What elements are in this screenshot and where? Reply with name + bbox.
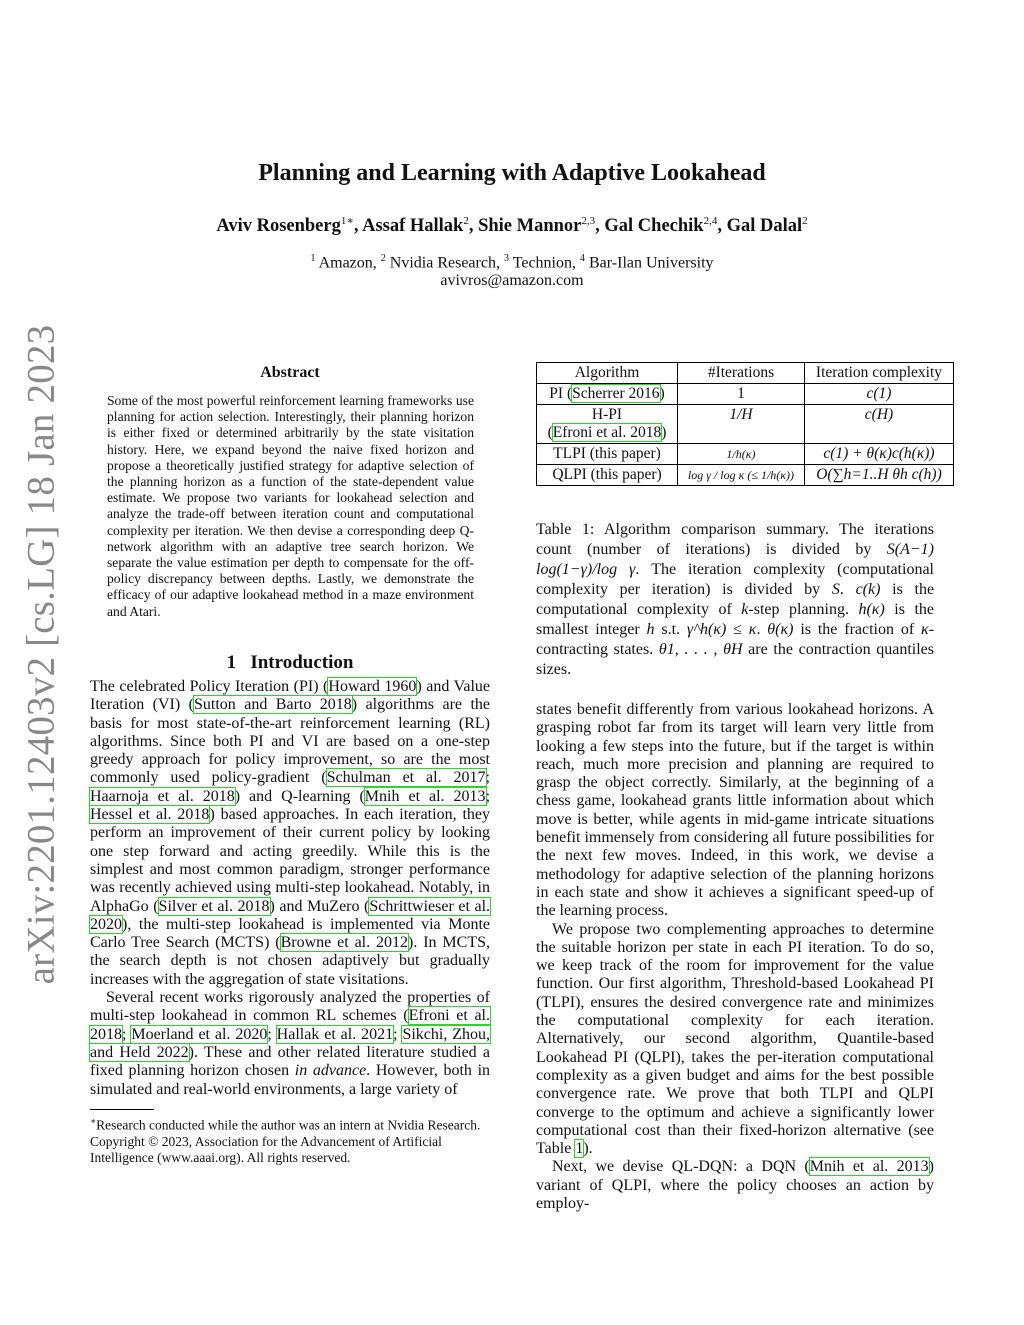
footnote — [90, 1113, 490, 1134]
citation-link[interactable]: Mnih et al. 2013 — [364, 787, 486, 805]
citation-link[interactable]: Browne et al. 2012 — [280, 934, 408, 952]
citation-link[interactable]: Sutton and Barto 2018 — [193, 696, 352, 714]
author-name: Gal Chechik — [604, 216, 704, 237]
intro-paragraph-1: The celebrated Policy Iteration (PI) (Howard 1960) and Value Iteration (VI) (Sutton and Barto 2018) algorithms are the basis for most state-of-the-art reinforcement learning (RL) algorithms. Since both PI and VI are based on a one-step greedy approach for policy improvement, so are the most commonly used policy-gradient (Schulman et al. 2017; Haarnoja et al. 2018) and Q-learning (Mnih et al. 2013; Hessel et al. 2018) based approaches. In each iteration, they perform an improvement of their current policy by looking one step forward and acting greedily. While this is the simplest and most common paradigm, stronger performance was recently achieved using multi-step lookahead. Notably, in AlphaGo (Silver et al. 2018) and MuZero (Schrittwieser et al. 2020), the multi-step lookahead is implemented via Monte Carlo Tree Search (MCTS) (Browne et al. 2012). In MCTS, the search depth is not chosen adaptively but gradually increases with the aggregation of state visitations. — [90, 678, 491, 988]
citation-link[interactable]: Mnih et al. 2013 — [809, 1158, 929, 1176]
table-header-row — [537, 363, 954, 384]
arxiv-sidebar-stamp — [14, 324, 68, 984]
citation-link[interactable]: Silver et al. 2018 — [158, 897, 270, 915]
author-affil-mark: 2 — [463, 215, 469, 227]
algorithm-comparison-table — [536, 362, 954, 486]
intro-paragraph-5: Next, we devise QL-DQN: a DQN (Mnih et al. 2013) variant of QLPI, where the policy chooses an action by employ- — [536, 1158, 934, 1213]
table-cell-iterations: log γ / log κ (≤ 1/h(κ)) — [677, 465, 804, 486]
paper-title: Planning and Learning with Adaptive Lookahead — [258, 160, 766, 186]
section-title: Introduction — [250, 652, 354, 673]
table-cell-algorithm: PI (Scherrer 2016) — [537, 384, 678, 405]
table-reference-link[interactable]: 1 — [575, 1140, 584, 1158]
footnote-rule — [90, 1109, 154, 1110]
author-affil-mark: 2,3 — [581, 215, 596, 227]
author-name: Gal Dalal — [726, 216, 803, 237]
author-email: avivros@amazon.com — [440, 272, 584, 290]
table-row — [537, 444, 954, 465]
table-cell-complexity: c(1) — [804, 384, 953, 405]
table-row — [537, 384, 954, 405]
citation-link[interactable]: Howard 1960 — [328, 678, 417, 695]
citation-link[interactable]: Scherrer 2016 — [572, 385, 660, 402]
author-name: Assaf Hallak — [362, 216, 464, 237]
affil-mark: 3 — [503, 253, 509, 264]
table-caption: Table 1: Algorithm comparison summary. The iterations count (number of iterations) is divided by S(A−1) log(1−γ)/log γ. The iteration complexity (computational complexity per iteration) is divided by S. c(k) is the computational complexity of k-step planning. h(κ) is the smallest integer h s.t. γ^h(κ) ≤ κ. θ(κ) is the fraction of κ-contracting states. θ1, . . . , θH are the contraction quantiles sizes. — [536, 521, 935, 678]
affiliation: Nvidia Research, — [389, 254, 500, 272]
intro-column-left — [90, 678, 490, 1099]
table-cell-algorithm: QLPI (this paper) — [537, 465, 678, 486]
table-cell-algorithm: H-PI (Efroni et al. 2018) — [537, 405, 678, 444]
intro-paragraph-4: We propose two complementing approaches to determine the suitable horizon per state in each PI iteration. To do so, we keep track of the room for improvement for the value function. Our first algorithm, Threshold-based Lookahead PI (TLPI), ensures the desired convergence rate and minimizes the computational complexity for each iteration. Alternatively, our second algorithm, Quantile-based Lookahead PI (QLPI), takes the per-iteration computational complexity as a given budget and aims for the best possible convergence rate. We prove that both TLPI and QLPI converge to the optimum and achieve a significantly lower computational cost than their fixed-horizon alternative (see Table 1). — [536, 920, 934, 1158]
table-cell-iterations: 1 — [677, 384, 804, 405]
table-row — [537, 405, 954, 444]
table-cell-iterations: 1/h(κ) — [677, 444, 804, 465]
author-affil-mark: 2 — [802, 215, 808, 227]
affiliation: Bar-Ilan University — [589, 254, 714, 272]
author-name: Shie Mannor — [478, 216, 582, 237]
table-cell-iterations: 1/H — [677, 405, 804, 444]
copyright-notice: Copyright © 2023, Association for the Advancement of Artificial Intelligence (www.aaai.org). All rights reserved. — [90, 1133, 442, 1166]
footnotes — [90, 1113, 490, 1167]
table-cell-complexity: O(∑h=1..H θh c(h)) — [804, 465, 953, 486]
affiliations — [0, 250, 1024, 290]
citation-link[interactable]: Efroni et al. 2018 — [90, 1007, 491, 1043]
abstract-heading: Abstract — [260, 364, 320, 381]
citation-link[interactable]: Hessel et al. 2018 — [90, 806, 210, 824]
table-cell-algorithm: TLPI (this paper) — [537, 444, 678, 465]
citation-link[interactable]: Moerland et al. 2020 — [131, 1025, 268, 1043]
table-header: Iteration complexity — [804, 363, 953, 384]
section-number: 1 — [226, 652, 237, 673]
intro-paragraph-2: Several recent works rigorously analyzed the properties of multi-step lookahead in common RL schemes (Efroni et al. 2018; Moerland et al. 2020; Hallak et al. 2021; Sikchi, Zhou, and Held 2022). These and other related literature studied a fixed planning horizon chosen in advance. However, both in simulated and real-world environments, a large variety of — [90, 989, 491, 1098]
intro-column-right — [536, 701, 934, 1213]
table-cell-complexity: c(H) — [804, 405, 953, 444]
citation-link[interactable]: Schulman et al. 2017 — [326, 769, 486, 787]
table-cell-complexity: c(1) + θ(κ)c(h(κ)) — [804, 444, 953, 465]
citation-link[interactable]: Haarnoja et al. 2018 — [90, 787, 235, 805]
author-affil-mark: 2,4 — [703, 215, 718, 227]
citation-link[interactable]: Schrittwieser et al. 2020 — [90, 897, 491, 933]
citation-link[interactable]: Efroni et al. 2018 — [552, 424, 662, 441]
emphasis: in advance — [294, 1062, 367, 1080]
author-name: Aviv Rosenberg — [216, 216, 341, 237]
table-row — [537, 465, 954, 486]
table-header: Algorithm — [537, 363, 678, 384]
author-affil-mark: 1∗ — [340, 215, 354, 227]
arxiv-identifier: arXiv:2201.12403v2 [cs.LG] 18 Jan 2023 — [19, 324, 63, 984]
abstract-body: Some of the most powerful reinforcement learning frameworks use planning for action selection. Interestingly, their planning horizon is either fixed or determined arbitrarily by the state visitation history. Here, we expand beyond the naive fixed horizon and propose a theoretically justified strategy for adaptive selection of the planning horizon as a function of the state-dependent value estimate. We propose two variants for lookahead selection and analyze the trade-off between iteration count and computational complexity per iteration. We then devise a corresponding deep Q-network algorithm with an adaptive tree search horizon. We separate the value estimation per depth to compensate for the off-policy discrepancy between depths. Lastly, we demonstrate the efficacy of our adaptive lookahead method in a maze environment and Atari. — [107, 393, 474, 619]
affil-mark: 4 — [580, 253, 585, 264]
affiliation: Amazon, — [318, 254, 377, 272]
affil-mark: 2 — [380, 253, 386, 264]
footnote-text: Research conducted while the author was an intern at Nvidia Research. — [96, 1117, 481, 1133]
author-list: Aviv Rosenberg$^{1∗}$, Assaf Hallak$^2$, Shie Mannor$^{2,3}$, Gal Chechik$^{2,4}$, Gal Dalal$^2$ — [216, 215, 808, 237]
citation-link[interactable]: Sikchi, Zhou, and Held 2022 — [90, 1025, 490, 1061]
footnote-mark: ∗ — [90, 1116, 97, 1126]
affiliation: Technion, — [512, 254, 576, 272]
affil-mark: 1 — [310, 253, 316, 264]
caption-label: Table 1: — [536, 521, 595, 538]
table-header: #Iterations — [677, 363, 804, 384]
section-heading-introduction — [90, 652, 490, 674]
citation-link[interactable]: Hallak et al. 2021 — [276, 1025, 394, 1043]
intro-paragraph-3: states benefit differently from various lookahead horizons. A grasping robot far from its target will learn very little from looking a few steps into the future, but if the target is within reach, much more precision and planning are required to grasp the object correctly. Similarly, at the beginning of a chess game, lookahead grants little information about which move is better, while agents in mid-game intricate situations benefit immensely from considering all future possibilities for the next few moves. Indeed, in this work, we devise a methodology for adaptive selection of the planning horizons in each state and show it achieves a significant speed-up of the learning process. — [536, 701, 934, 920]
